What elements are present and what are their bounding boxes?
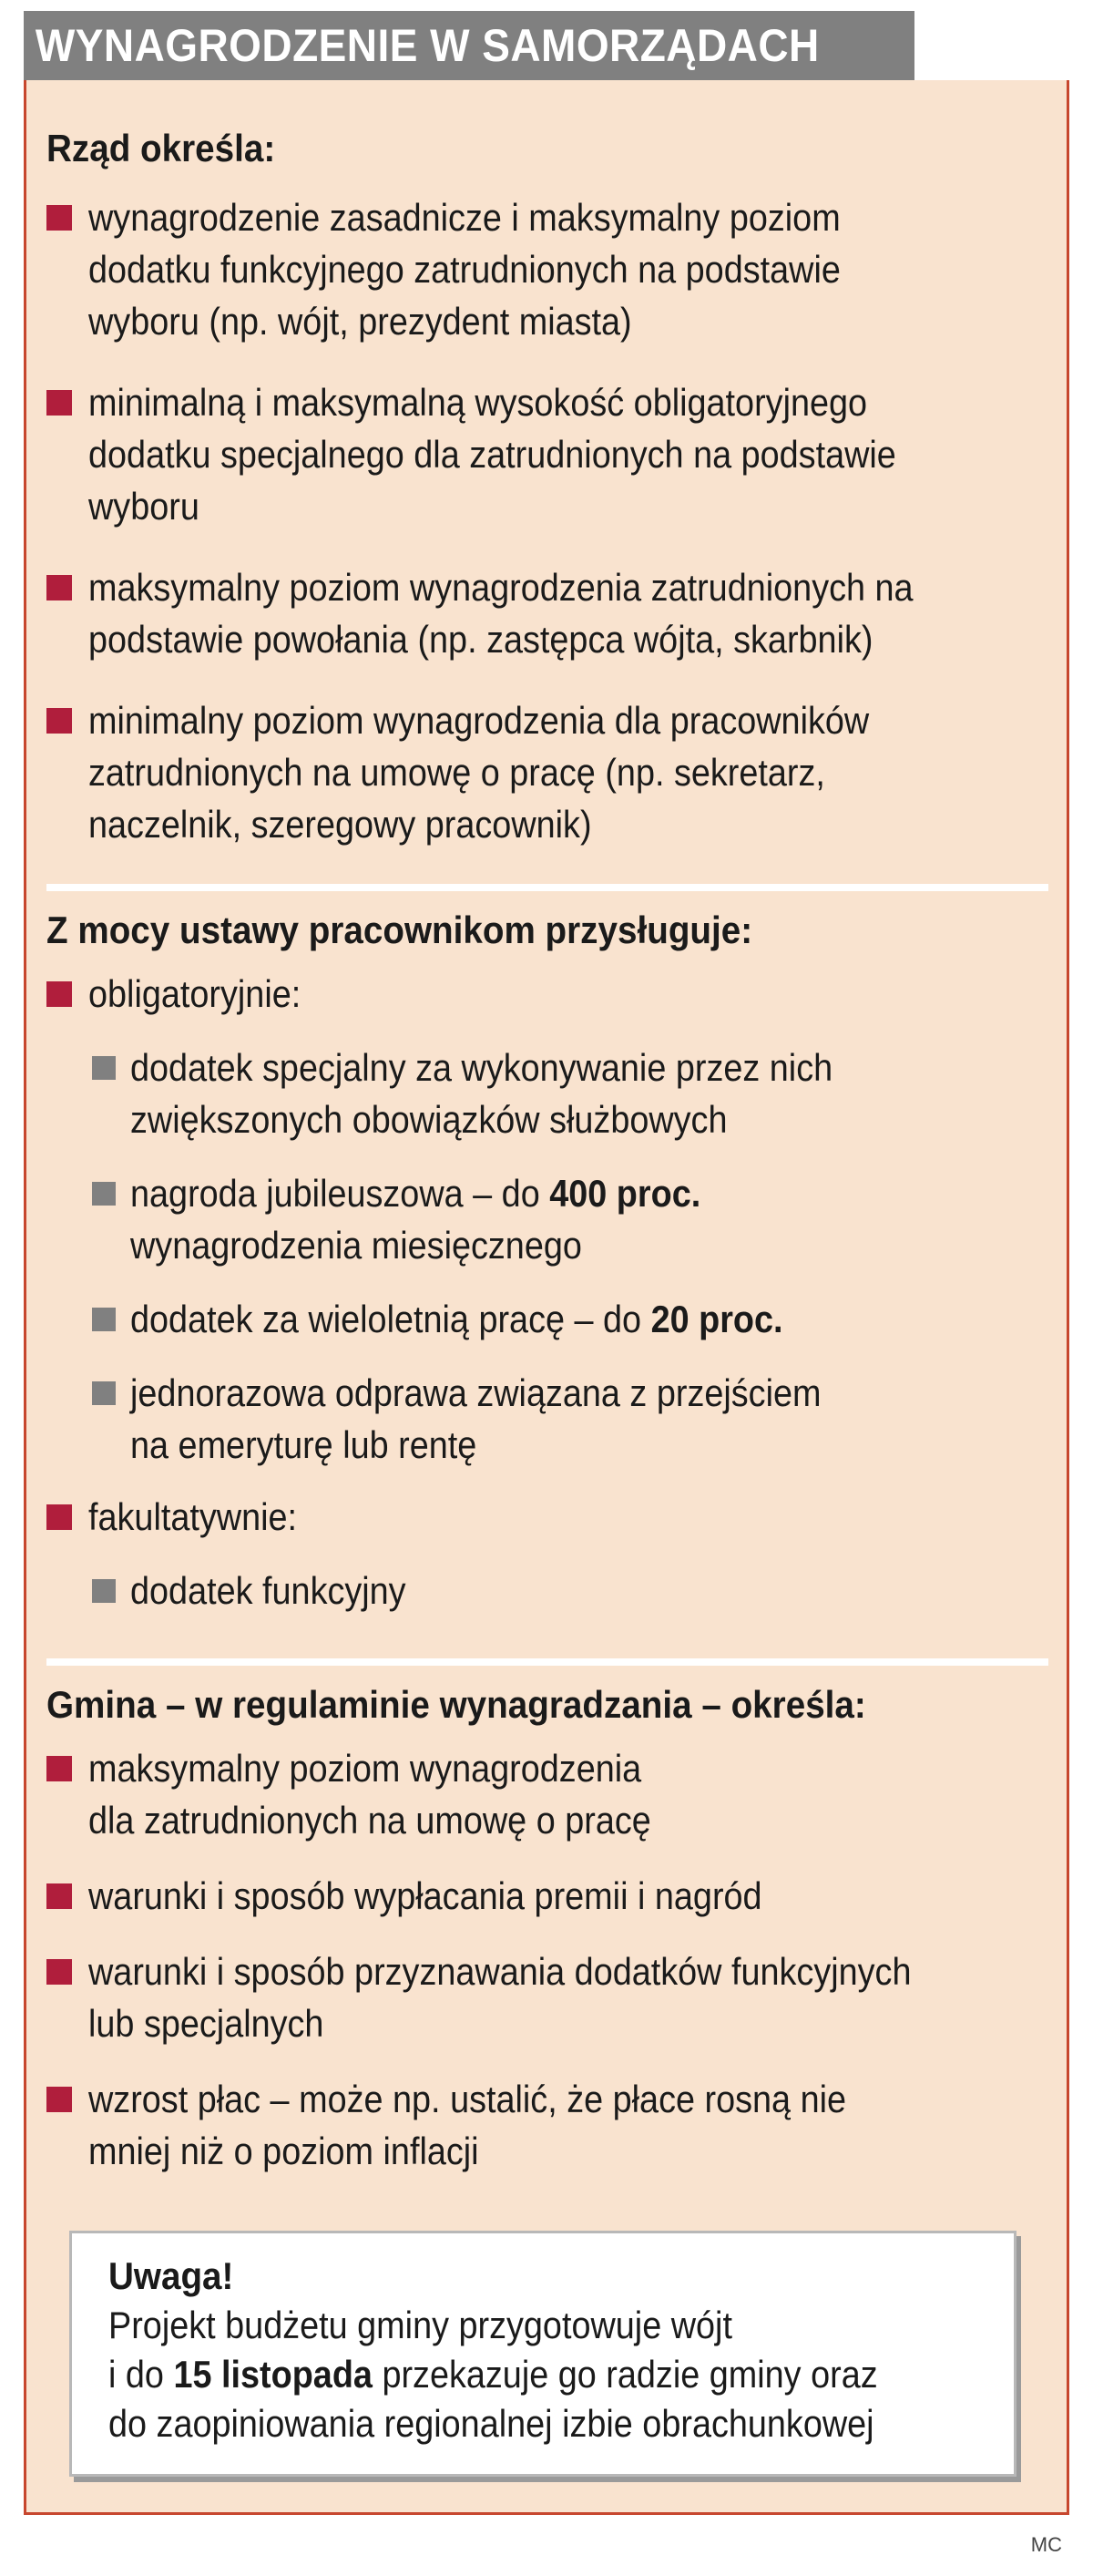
square-bullet-icon (46, 205, 72, 231)
note-line: do zaopiniowania regionalnej izbie obrachunkowej (108, 2402, 874, 2445)
list-item: nagroda jubileuszowa – do 400 proc. wynagrodzenia miesięcznego (92, 1167, 1048, 1271)
list-item: obligatoryjnie: (46, 968, 1048, 1020)
list-item: minimalny poziom wynagrodzenia dla pracowników zatrudnionych na umowę o pracę (np. sekretarz, naczelnik, szeregowy pracownik) (46, 694, 1048, 850)
list-item: fakultatywnie: (46, 1491, 1048, 1543)
square-bullet-icon (46, 1959, 72, 1985)
square-bullet-icon (46, 708, 72, 734)
section-municipality (46, 1680, 1048, 2177)
section-heading: Rząd określa: (46, 127, 276, 169)
note-title: Uwaga! (108, 2254, 234, 2297)
note-box (69, 2231, 1016, 2477)
list-item: warunki i sposób wypłacania premii i nagród (46, 1870, 1048, 1922)
list-item: maksymalny poziom wynagrodzenia zatrudnionych na podstawie powołania (np. zastępca wójta, skarbnik) (46, 561, 1048, 665)
square-bullet-icon (92, 1579, 116, 1603)
list-item: maksymalny poziom wynagrodzenia dla zatrudnionych na umowę o pracę (46, 1742, 1048, 1846)
section-government (46, 124, 1048, 850)
content-panel (24, 80, 1069, 2515)
square-bullet-icon (46, 2087, 72, 2112)
list-item: dodatek funkcyjny (92, 1565, 1048, 1616)
list-item: dodatek za wieloletnią pracę – do 20 proc. (92, 1293, 1048, 1345)
list-item: minimalną i maksymalną wysokość obligatoryjnego dodatku specjalnego dla zatrudnionych na podstawie wyboru (46, 376, 1048, 532)
square-bullet-icon (46, 1756, 72, 1781)
note-line: Projekt budżetu gminy przygotowuje wójt (108, 2304, 732, 2346)
square-bullet-icon (46, 390, 72, 416)
square-bullet-icon (92, 1056, 116, 1080)
page-title: WYNAGRODZENIE W SAMORZĄDACH (35, 20, 820, 71)
square-bullet-icon (92, 1308, 116, 1331)
section-heading: Z mocy ustawy pracownikom przysługuje: (46, 908, 753, 951)
note-line: i do 15 listopada przekazuje go radzie gminy oraz (108, 2353, 878, 2396)
square-bullet-icon (92, 1182, 116, 1206)
title-bar (24, 11, 1069, 80)
square-bullet-icon (46, 575, 72, 600)
list-item: dodatek specjalny za wykonywanie przez nich zwiększonych obowiązków służbowych (92, 1042, 1048, 1145)
author-credit: MC (1030, 2533, 1062, 2556)
section-divider (46, 884, 1048, 891)
section-heading: Gmina – w regulaminie wynagradzania – określa: (46, 1683, 866, 1726)
list-item: wynagrodzenie zasadnicze i maksymalny poziom dodatku funkcyjnego zatrudnionych na podstawie wyboru (np. wójt, prezydent miasta) (46, 191, 1048, 347)
square-bullet-icon (46, 1883, 72, 1909)
list-item: wzrost płac – może np. ustalić, że płace rosną nie mniej niż o poziom inflacji (46, 2073, 1048, 2177)
square-bullet-icon (46, 1504, 72, 1530)
list-item: warunki i sposób przyznawania dodatków funkcyjnych lub specjalnych (46, 1945, 1048, 2049)
square-bullet-icon (92, 1381, 116, 1405)
list-item: jednorazowa odprawa związana z przejściem na emeryturę lub rentę (92, 1367, 1048, 1471)
section-statutory (46, 906, 1048, 1616)
section-divider (46, 1658, 1048, 1666)
square-bullet-icon (46, 981, 72, 1007)
